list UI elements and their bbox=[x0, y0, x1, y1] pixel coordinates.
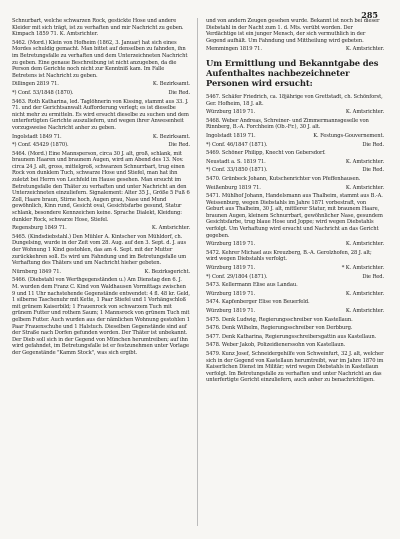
signature: K. Bezirksamt. bbox=[152, 133, 190, 140]
notice-entry: 5473. Kellermann Elise aus Landau. bbox=[206, 282, 298, 289]
section-heading: Um Ermittlung und Bekanntgabe des Aufenthaltes nachbezeichneter Personen wird ersucht: bbox=[206, 57, 379, 88]
notice-footer bbox=[206, 241, 384, 248]
reference-red: Die Red. bbox=[168, 89, 190, 96]
notice-footer bbox=[206, 133, 384, 140]
right-column bbox=[206, 18, 384, 386]
signature: K. Festungs-Gouvernement. bbox=[313, 132, 384, 139]
reference-red: Die Red. bbox=[362, 273, 384, 280]
reference: *) Conf. 53/1848 (1870). bbox=[12, 89, 74, 96]
signature: K. Bezirksgericht. bbox=[144, 268, 190, 275]
reference-red: Die Red. bbox=[362, 167, 384, 174]
reference-red: Die Red. bbox=[362, 141, 384, 148]
notice-entry: 5475. Denk Ludwig, Regierungsschreiber von Kastellaun. bbox=[206, 316, 353, 323]
reference: *) Conf. 46/1847 (1871). bbox=[206, 141, 268, 148]
place-date: Weißenburg 1819 71. bbox=[206, 184, 261, 191]
place-date: Regensburg 1849 71. bbox=[12, 225, 67, 232]
notice-entry: 5463. Roth Katharina, led. Taglöhnerin von Kissing, stammt aus 33. J. 71. und der Gerichtsanwalt Aufforderung verlegt; es ist dieselbe nicht mehr zu ermitteln. Es wird ersucht dieselbe zu suchen und dem unterfertigten Gerichte auszuliefern, und wegen ihrer Anwesenheit vorzugsweise Nachricht anher zu geben. bbox=[12, 98, 189, 131]
place-date: Würzburg 1819 71. bbox=[206, 241, 256, 248]
place-date: Memmingen 1819 71. bbox=[206, 46, 262, 53]
notice-footer bbox=[206, 46, 384, 53]
notice-entry: 5466. (Diebstahl von Werthgegenständen u.) Am Dienstag den 6. J. M. wurden dem Franz C. Kind von Waldhausen Vormittags zwischen 9 und 11 Uhr nachstehende Gegenstände entwendet: 4 fl. 48 kr. Geld, 1 silberne Taschenuhr mit Kette, 1 Paar Stiefel und 1 Vorhängschloß mit grünem Kaiserbild; 1 Frauenrock von schwarzem Tuch mit grünem Futter und rothem Saum; 1 Mannsrock von grünem Tuch mit gelbem Futter. Auch wurden aus der nämlichen Wohnung gestohlen 1 Paar Frauenschuhe und 1 Halstuch. Dieselben Gegenstände sind auf der Straße nach Dorfen gefunden worden. Der Thäter ist unbekannt. Der Dieb soll sich in der Gegend von München herumtreiben; auf ihn wird gefahndet, im Betretungsfalle ist er festzunehmen unter Vorlage der Gegenstände "Kamm Stock", was sich ergibt. bbox=[12, 277, 190, 356]
notice-footer bbox=[12, 269, 190, 276]
reference-line bbox=[206, 142, 384, 149]
column-divider bbox=[197, 18, 198, 526]
reference-line bbox=[206, 167, 384, 174]
reference-line bbox=[12, 90, 190, 97]
reference-red: Die Red. bbox=[168, 142, 190, 149]
place-date: Würzburg 1819 71. bbox=[206, 109, 256, 116]
reference: *) Conf. 45429 (1870). bbox=[12, 142, 69, 149]
notice-footer bbox=[12, 225, 190, 232]
signature: K. Amtsrichter. bbox=[345, 184, 384, 191]
left-column bbox=[12, 18, 190, 359]
place-date: Dillingen 2819 71. bbox=[12, 81, 59, 88]
place-date: Ingolstadt 1819 71. bbox=[206, 132, 256, 139]
notice-entry: 5467. Schäfer Friedrich, ca. 18jährige von Grettstadt, ch. Schönforst, Ger. Hofheim, 18 J. alt. bbox=[206, 93, 383, 107]
notice-entry: 5468. Weber Andreas, Schreiner- und Zimmermannsgeselle von Rinnberg, B.-A. Forchheim (Ob.-Fr.), 30 J. alt. bbox=[206, 117, 369, 131]
signature: K. Amtsrichter. bbox=[345, 46, 384, 53]
place-date: Nürnberg 1849 71. bbox=[12, 268, 61, 275]
reference: *) Conf. 29/1804 (1871). bbox=[206, 273, 268, 280]
place-date: Ingolstadt 1849 71. bbox=[12, 133, 62, 140]
notice-footer bbox=[206, 265, 384, 272]
place-date: Würzburg 1819 71. bbox=[206, 265, 256, 272]
place-date: Würzburg 1819 71. bbox=[206, 308, 256, 314]
signature: K. Amtsrichter. bbox=[345, 308, 384, 314]
notice-entry: 5474. Kapfenberger Elise von Beuerfeld. bbox=[206, 299, 310, 306]
notice-footer bbox=[206, 109, 384, 116]
page-number: 285 bbox=[361, 10, 378, 20]
notice-entry: 5476. Denk Wilhelm, Regierungsschreiber von Derbburg. bbox=[206, 325, 353, 332]
notice-entry: 5472. Kehrer Michael aus Kreuzberg, B.-A. Gerolzhofen, 28 J. alt; wird wegen Diebstahls verfolgt. bbox=[206, 249, 372, 263]
notice-footer bbox=[12, 134, 190, 141]
notice-entry: 5471. Mühlhof Johann, Handelsmann aus Thalheim, stammt aus B.-A. Weissenburg, wegen Diebstahls im Jahre 1871 vorbestraft, von Geburt aus Thalheim, 30 J. alt, mittlerer Statur, mit braunem Haare, braunen Augen, kleinem Schnurrbart, gewöhnlicher Nase, gesundem Gesichtsfarbe, trug blaue Hose und Joppe; wird wegen Diebstahls verfolgt. Um Verhaftung wird ersucht und Nachricht an das Gericht gegeben. bbox=[206, 193, 383, 239]
reference-line bbox=[12, 142, 190, 149]
notice-footer bbox=[206, 291, 384, 298]
signature: K. Amtsrichter. bbox=[345, 241, 384, 248]
signature: K. Amtsrichter. bbox=[345, 158, 384, 165]
signature: K. Amtsrichter. bbox=[345, 109, 384, 116]
signature: K. Amtsrichter. bbox=[151, 225, 190, 232]
notice-entry: 5470. Grünbeck Johann, Kutschenrichter von Pfeffenhausen. bbox=[206, 175, 361, 182]
reference: *) Conf. 33/1850 (1871). bbox=[206, 167, 268, 174]
notice-entry: 5464. (Mord.) Eine Mannsperson, circa 30 J. alt, groß, schlank, mit braunem Haaren und braunem Augen, wird am Abend des 13. Nov. circa 24 J. alt, gross, mittelgroß, schwarzen Schnurrbart, trug einen Rock von dunklem Tuch, schwarze Hose und Stiefel, man hat ihn zuletzt bei Herrn von Lechfeld im Hause gesehen. Man ersucht im Betretungsfalle den Thäter zu verhaften und unter Nachricht an den Unterzeichneten einzuliefern. Signalement: Alter 35 J., Größe 5 Fuß 6 Zoll, Haare braun, Stirne hoch, Augen grau, Nase und Mund gewöhnlich, Kinn rund, Gesicht oval, Gesichtsfarbe gesund, Statur schlank, besondere Kennzeichen keine. Sprache Dialekt, Kleidung: dunkler Rock, schwarze Hose, Stiefel. bbox=[12, 150, 190, 223]
notice-entry: 5477. Denk Katharina, Regierungsschreibersgattin aus Kastellaun. bbox=[206, 333, 377, 340]
notice-entry: 5465. (Kindsdiebstahl.) Den Mühler A. Kintscher von Mühldorf, ch. Dungelsing, wurde in der Zeit vom 28. Aug. auf den 3. Sept. d. J. aus der Wohnung 1 Kind gestohlen, das am 4. Sept. mit der Mutter zurückkehren soll. Es wird um Fahndung und im Betretungsfalle um Verhaftung des Thäters und um Nachricht hieher gebeten. bbox=[12, 233, 187, 267]
notice-entry: 5469. Schöner Philipp, Knecht von Gebersdorf. bbox=[206, 150, 326, 157]
notice-footer bbox=[12, 81, 190, 88]
signature: * K. Amtsrichter. bbox=[341, 265, 384, 272]
notice-footer bbox=[206, 159, 384, 166]
notice-entry: Schnurbart, welche schwarzen Rock, gestickte Hose und andere Kleider mit sich trägt, ist zu verhaften und mir Nachricht zu geben. Kimpach 1859 71. K. Amtsrichter. bbox=[12, 18, 184, 38]
notice-footer bbox=[206, 308, 384, 315]
notice-entry: und von andern Zeugen gesehen wurde. Bekannt ist noch bei dieser Diebstahl in der Nacht zum 1. d. Mts. verübt worden. Der Verdächtige ist ein junger Mensch, der sich vermuthlich in der Gegend aufhält. Um Fahndung und Mittheilung wird gebeten. bbox=[206, 18, 380, 44]
signature: K. Bezirksamt. bbox=[152, 81, 190, 88]
notice-entry: 5478. Weber Jakob, Polizeidienerssohn von Kastellaun. bbox=[206, 342, 346, 349]
notice-footer bbox=[206, 185, 384, 192]
signature: K. Amtsrichter. bbox=[345, 290, 384, 297]
notice-entry: 5462. (Mord.) Klein von Hofheim (1862, 3. Januar) hat sich eines Mordes schuldig gemacht. Man bittet auf denselben zu fahnden, ihn im Betretungsfalle zu verhaften und dem Unterzeichneten Nachricht zu geben. Eine genaue Beschreibung ist nicht anzugeben, da die Person dem Gerichte noch nicht zur Kenntniß kam. Im Falle Betretens ist Nachricht zu geben. bbox=[12, 39, 188, 79]
reference-line bbox=[206, 274, 384, 281]
place-date: Würzburg 1819 71. bbox=[206, 290, 256, 297]
notice-entry: 5479. Kunz Josef, Schneidergehilfe von Schweinfurt, 32 J. alt, welcher sich in der Gegend von Kastellaun herumtreibt, war im Jahre 1870 im Kaiserlichen Dienst im Militär; wird wegen Diebstahls in Kastellaun verfolgt. Im Betretungsfalle zu verhaften und unter Nachricht an das unterfertigte Gericht einzuliefern, auch anher zu benachrichtigen. bbox=[206, 350, 384, 384]
place-date: Neustadt a. S. 1819 71. bbox=[206, 158, 266, 165]
